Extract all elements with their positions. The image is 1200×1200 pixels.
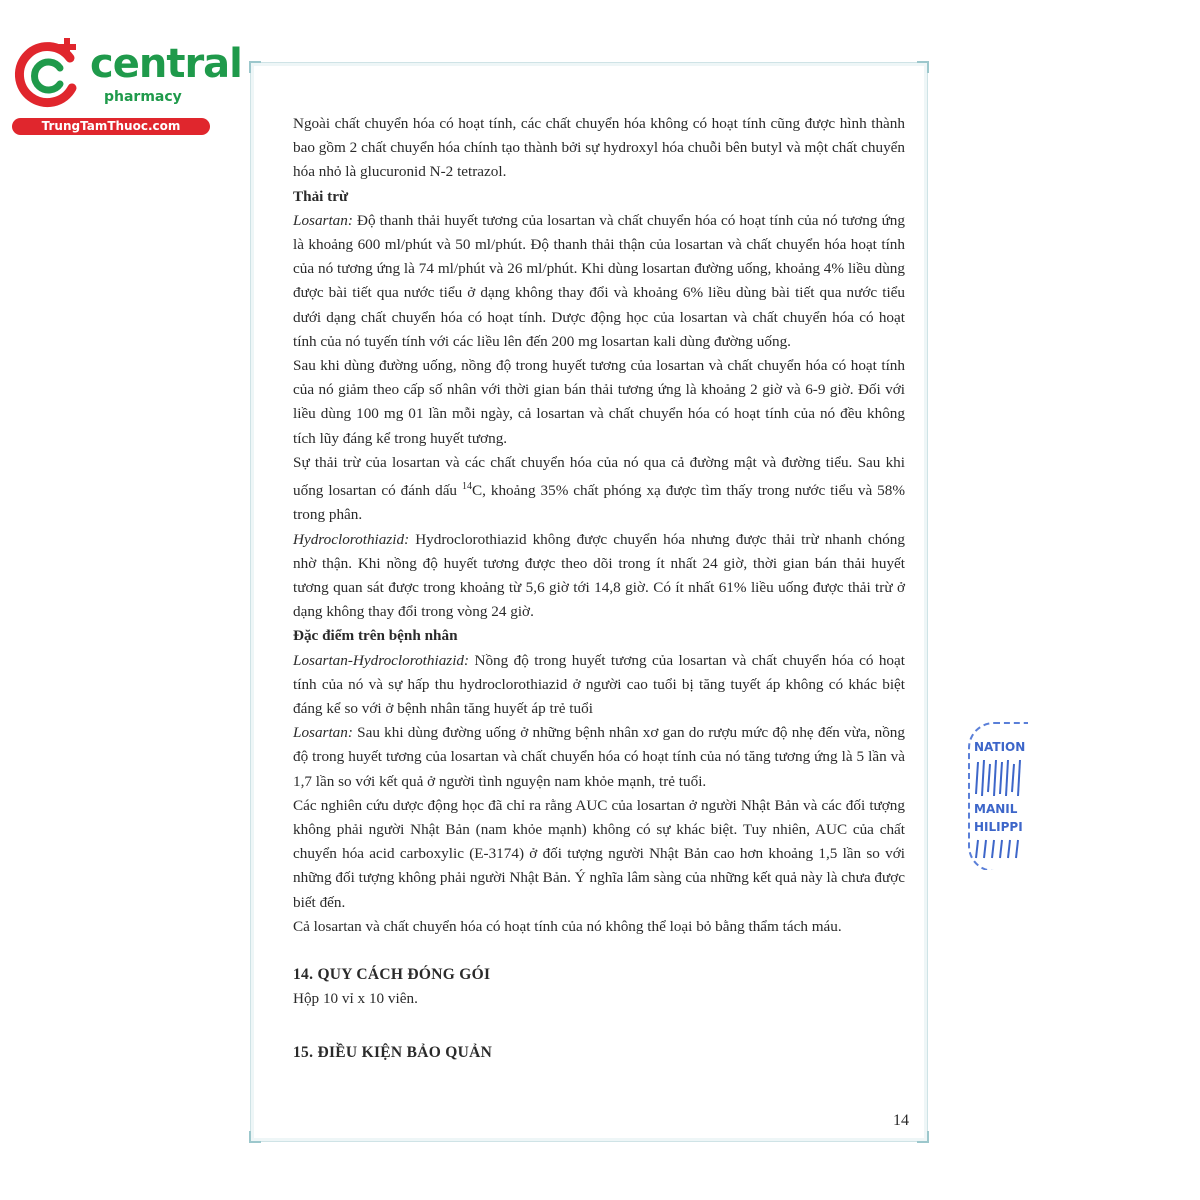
logo-subtitle: pharmacy: [104, 89, 182, 105]
paragraph-text: C, khoảng 35% chất phóng xạ được tìm thấy trong nước tiểu và 58% trong phân.: [293, 482, 905, 524]
paragraph: [293, 451, 905, 528]
paragraph: Sau khi dùng đường uống, nồng độ trong huyết tương của losartan và chất chuyển hóa có hoạt tính của nó giảm theo cấp số nhân với thời gian bán thải tương ứng là khoảng 2 giờ và 6-9 giờ. Đối với liều dùng 100 mg 01 lần mỗi ngày, cả losartan và chất chuyển hóa có hoạt tính của nó đều không tích lũy đáng kể trong huyết tương.: [293, 357, 905, 447]
superscript: 14: [461, 481, 472, 493]
pharmacy-logo-icon: [12, 38, 84, 110]
paragraph-text: Nồng độ trong huyết tương của losartan và chất chuyển hóa có hoạt tính của nó và sự hấp thu hydroclorothiazid ở người cao tuổi bị tăng tuyết áp không có khác biệt đáng kể so với ở bệnh nhân tăng huyết áp trẻ tuổi: [293, 651, 905, 717]
stamp-hatching-icon: [974, 838, 1028, 860]
paragraph-text: Sau khi dùng đường uống ở những bệnh nhân xơ gan do rượu mức độ nhẹ đến vừa, nồng độ trong huyết tương của losartan và chất chuyển hóa có hoạt tính của nó tăng tương ứng là 5 lần và 1,7 lần so với kết quả ở người tình nguyện nam khỏe mạnh, trẻ tuổi.: [293, 724, 905, 790]
paragraph: [293, 528, 905, 625]
frame-corner: [249, 61, 261, 73]
section-heading-14: 14. QUY CÁCH ĐÓNG GÓI: [293, 965, 491, 983]
paragraph: [293, 721, 905, 794]
paragraph: Ngoài chất chuyển hóa có hoạt tính, các chất chuyển hóa không có hoạt tính cũng được hình thành bao gồm 2 chất chuyển hóa chính tạo thành bởi sự hydroxyl hóa chuỗi bên butyl và một chất chuyển hóa nhỏ là glucuronid N-2 tetrazol.: [293, 115, 905, 181]
paragraph: Hộp 10 vỉ x 10 viên.: [293, 990, 418, 1008]
paragraph: Cả losartan và chất chuyển hóa có hoạt tính của nó không thể loại bỏ bằng thẩm tách máu.: [293, 917, 842, 935]
paragraph-text: Hydroclorothiazid không được chuyển hóa nhưng được thải trừ nhanh chóng nhờ thận. Khi nồng độ huyết tương được theo dõi trong ít nhất 24 giờ, thời gian bán thải huyết tương quan sát được trong khoảng từ 5,6 giờ tới 14,8 giờ. Có ít nhất 61% liều uống được thải trừ ở dạng không thay đổi trong vòng 24 giờ.: [293, 530, 905, 621]
paragraph-text: Sự thải trừ của losartan và các chất chuyển hóa của nó qua cả đường mật và đường tiểu. Sau khi uống losartan có đánh dấu: [293, 453, 905, 500]
document-body: [293, 112, 905, 1066]
logo-name: central: [90, 41, 242, 87]
drug-label: Losartan:: [293, 211, 353, 229]
frame-corner: [917, 1131, 929, 1143]
stamp-hatching-icon: [974, 758, 1028, 798]
stamp-text: NATION: [974, 740, 1026, 754]
paragraph: [293, 649, 905, 722]
drug-label: Hydroclorothiazid:: [293, 530, 410, 548]
logo-url-banner: TrungTamThuoc.com: [12, 118, 210, 135]
paragraph-text: Độ thanh thải huyết tương của losartan và chất chuyển hóa có hoạt tính của nó tương ứng là khoảng 600 ml/phút và 50 ml/phút. Độ thanh thải thận của losartan và chất chuyển hóa hoạt tính của nó tương ứng là 74 ml/phút và 26 ml/phút. Khi dùng losartan đường uống, khoảng 4% liều dùng được bài tiết qua nước tiểu ở dạng không thay đổi và khoảng 6% liều dùng bài tiết qua nước tiểu dưới dạng chất chuyển hóa có hoạt tính. Dược động học của losartan và chất chuyển hóa có hoạt tính của nó tuyến tính với các liều lên đến 200 mg losartan kali dùng đường uống.: [293, 211, 905, 350]
drug-label: Losartan:: [293, 724, 353, 742]
stamp-text: HILIPPI: [974, 820, 1023, 834]
stamp-text: MANIL: [974, 802, 1018, 816]
heading-dac-diem: Đặc điểm trên bệnh nhân: [293, 627, 458, 645]
paragraph: Các nghiên cứu dược động học đã chỉ ra rằng AUC của losartan ở người Nhật Bản và các đối tượng không phải người Nhật Bản (nam khỏe mạnh) không có sự khác biệt. Tuy nhiên, AUC của chất chuyển hóa acid carboxylic (E-3174) ở đối tượng người Nhật Bản cao hơn khoảng 1,5 lần so với những đối tượng không phải người Nhật Bản. Ý nghĩa lâm sàng của những kết quả này là chưa được biết đến.: [293, 796, 905, 911]
central-pharmacy-logo: [12, 38, 242, 138]
drug-label: Losartan-Hydroclorothiazid:: [293, 651, 470, 669]
frame-corner: [249, 1131, 261, 1143]
page-number: 14: [893, 1112, 909, 1129]
frame-corner: [917, 61, 929, 73]
stamp: [968, 722, 1028, 870]
paragraph: [293, 209, 905, 354]
section-heading-15: 15. ĐIỀU KIỆN BẢO QUẢN: [293, 1044, 493, 1062]
heading-thai-tru: Thải trừ: [293, 187, 349, 205]
